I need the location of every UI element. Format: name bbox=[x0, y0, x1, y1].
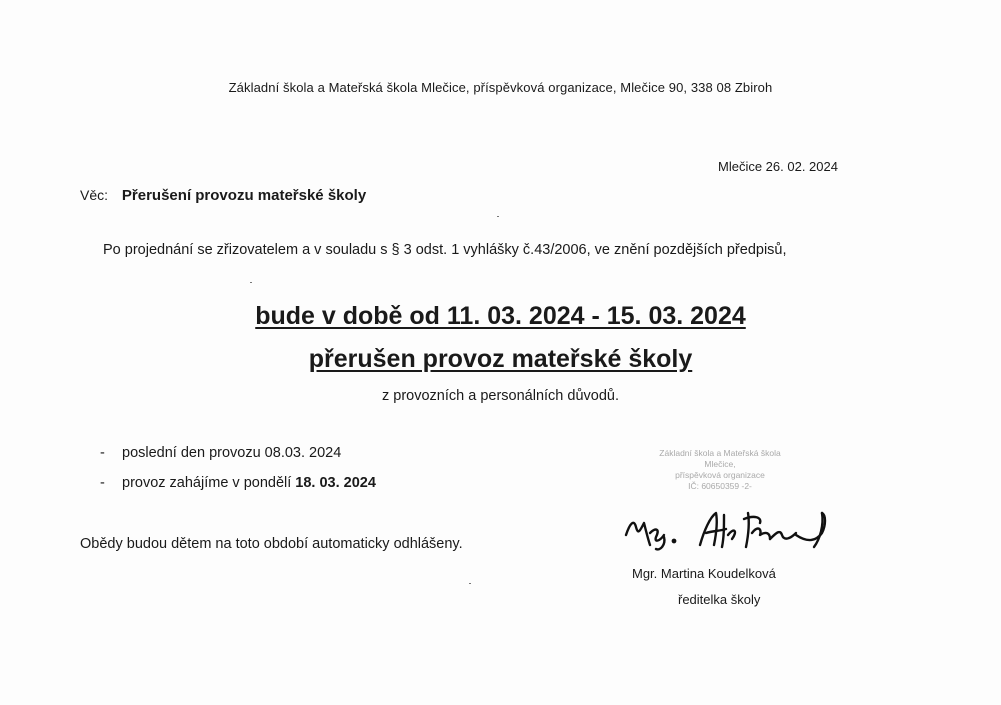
headline-closure: přerušen provoz mateřské školy bbox=[308, 345, 693, 373]
lunch-notice: Obědy budou dětem na toto období automaticky odhlášeny. bbox=[80, 536, 463, 552]
handwritten-signature bbox=[620, 505, 840, 555]
headline-dates: bude v době od 11. 03. 2024 - 15. 03. 2024 bbox=[255, 302, 746, 330]
subject-title: Přerušení provozu mateřské školy bbox=[121, 187, 367, 204]
document-date: Mlečice 26. 02. 2024 bbox=[718, 159, 838, 174]
scan-speck bbox=[250, 282, 252, 283]
intro-paragraph: Po projednání se zřizovatelem a v souladu s § 3 odst. 1 vyhlášky č.43/2006, ve znění pozdějších předpisů, bbox=[103, 242, 787, 258]
list-dash: - bbox=[100, 475, 105, 491]
school-stamp bbox=[640, 448, 800, 492]
stamp-line: příspěvková organizace bbox=[675, 470, 765, 480]
subject-label: Věc: bbox=[80, 187, 109, 203]
last-day-text: poslední den provozu 08.03. 2024 bbox=[122, 445, 342, 461]
signatory-role: ředitelka školy bbox=[678, 592, 761, 607]
list-item bbox=[100, 475, 376, 505]
scan-speck bbox=[469, 583, 471, 584]
scan-speck bbox=[497, 216, 499, 217]
subject-line bbox=[80, 187, 366, 204]
list-dash: - bbox=[100, 445, 105, 461]
school-header: Základní škola a Mateřská škola Mlečice, příspěvková organizace, Mlečice 90, 338 08 Zbiroh bbox=[228, 80, 773, 95]
closure-reason: z provozních a personálních důvodů. bbox=[382, 388, 619, 404]
info-list bbox=[100, 445, 376, 505]
stamp-line: Mlečice, bbox=[704, 459, 736, 469]
signatory-name: Mgr. Martina Koudelková bbox=[632, 566, 776, 581]
reopen-prefix: provoz zahájíme v pondělí bbox=[122, 475, 296, 491]
stamp-line: Základní škola a Mateřská škola bbox=[659, 448, 781, 458]
reopen-date: 18. 03. 2024 bbox=[295, 475, 376, 491]
list-item bbox=[100, 445, 376, 475]
stamp-line: IČ: 60650359 -2- bbox=[688, 481, 752, 491]
reopen-text bbox=[122, 475, 376, 491]
